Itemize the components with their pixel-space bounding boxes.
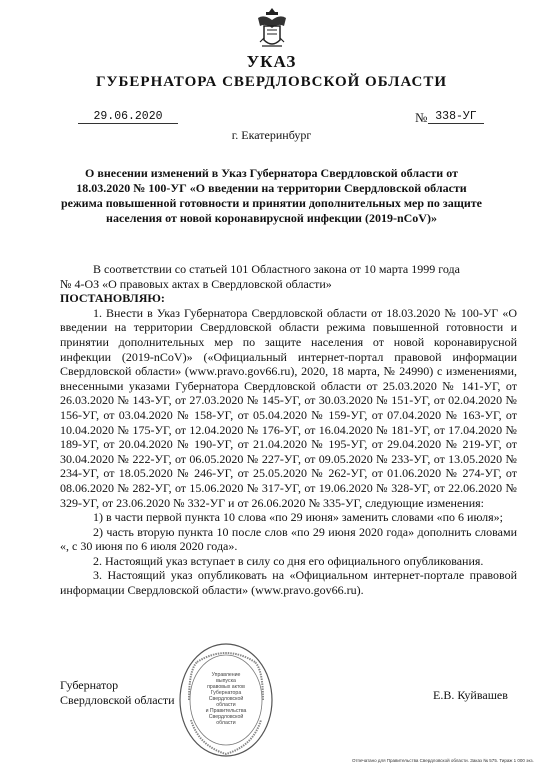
svg-text:области: области bbox=[216, 720, 236, 726]
svg-text:Свердловской: Свердловской bbox=[208, 714, 244, 720]
signature-position bbox=[60, 678, 175, 708]
signature-name: Е.В. Куйвашев bbox=[433, 688, 508, 702]
svg-text:правовых актов: правовых актов bbox=[207, 684, 245, 690]
document-city: г. Екатеринбург bbox=[231, 128, 312, 142]
svg-text:Управление: Управление bbox=[211, 672, 241, 678]
preamble-paragraph: В соответствии со статьей 101 Областного закона от 10 марта 1999 года bbox=[93, 262, 460, 276]
item-3: 3. Настоящий указ опубликовать на «Официальном интернет-портале правовой информации Свердловской области» (www.pravo.gov66.ru). bbox=[60, 568, 517, 598]
position-line-2: Свердловской области bbox=[60, 693, 175, 707]
item-1: 1. Внести в Указ Губернатора Свердловской области от 18.03.2020 № 100-УГ «О введении на территории Свердловской области режима повышенной готовности и принятии дополнительных мер по защите населения от новой коронавирусной инфекции (2019-nCoV)» («Официальный интернет-портал правовой информации Свердловской области» (www.pravo.gov66.ru), 2020, 18 марта, № 24990) с изменениями, внесенными указами Губернатора Свердловской области от 25.03.2020 № 141-УГ, от 26.03.2020 № 143-УГ, от 27.03.2020 № 145-УГ, от 30.03.2020 № 151-УГ, от 02.04.2020 № 156-УГ, от 03.04.2020 № 158-УГ, от 05.04.2020 № 159-УГ, от 07.04.2020 № 163-УГ, от 10.04.2020 № 175-УГ, от 12.04.2020 № 176-УГ, от 16.04.2020 № 181-УГ, от 17.04.2020 № 189-УГ, от 20.04.2020 № 190-УГ, от 21.04.2020 № 195-УГ, от 29.04.2020 № 219-УГ, от 30.04.2020 № 222-УГ, от 06.05.2020 № 227-УГ, от 09.05.2020 № 233-УГ, от 13.05.2020 № 234-УГ, от 18.05.2020 № 246-УГ, от 25.05.2020 № 262-УГ, от 01.06.2020 № 274-УГ, от 08.06.2020 № 282-УГ, от 15.06.2020 № 317-УГ, от 19.06.2020 № 328-УГ, от 22.06.2020 № 329-УГ, от 23.06.2020 № 332-УГ и от 26.06.2020 № 335-УГ, следующие изменения: bbox=[60, 305, 517, 510]
svg-text:Губернатора: Губернатора bbox=[210, 690, 242, 696]
svg-text:Свердловской: Свердловской bbox=[208, 696, 244, 702]
position-line-1: Губернатор bbox=[60, 678, 119, 692]
svg-text:выпуска: выпуска bbox=[216, 678, 236, 684]
print-footer: Отпечатано для Правительства Свердловской области. Заказ № 575. Тираж 1 000 экз. bbox=[352, 758, 534, 763]
svg-text:и Правительства: и Правительства bbox=[205, 708, 247, 714]
subitem-2: 2) часть вторую пункта 10 после слов «по 29 июня 2020 года» дополнить словами «, с 30 июня по 6 июля 2020 года». bbox=[60, 524, 517, 554]
document-subject: О внесении изменений в Указ Губернатора Свердловской области от 18.03.2020 № 100-УГ «О введении на территории Свердловской области режима повышенной готовности и принятии дополнительных мер по защите населения от новой коронавирусной инфекции (2019-nCoV)» bbox=[60, 166, 483, 225]
number-label: № bbox=[415, 110, 428, 125]
official-seal-icon bbox=[177, 640, 275, 760]
item-2: 2. Настоящий указ вступает в силу со дня его официального опубликования. bbox=[93, 553, 484, 568]
document-title: УКАЗ bbox=[246, 52, 297, 71]
coat-of-arms-icon bbox=[254, 6, 290, 50]
decree-word: ПОСТАНОВЛЯЮ: bbox=[60, 291, 165, 306]
document-date: 29.06.2020 bbox=[78, 110, 178, 124]
document-body bbox=[60, 262, 517, 598]
preamble-paragraph-cont: № 4-ОЗ «О правовых актах в Свердловской области» bbox=[60, 276, 332, 291]
subitem-1: 1) в части первой пункта 10 слова «по 29 июня» заменить словами «по 6 июля»; bbox=[93, 510, 503, 525]
svg-text:области: области bbox=[216, 702, 236, 708]
document-number: 338-УГ bbox=[428, 110, 484, 124]
document-subtitle: ГУБЕРНАТОРА СВЕРДЛОВСКОЙ ОБЛАСТИ bbox=[95, 74, 448, 90]
